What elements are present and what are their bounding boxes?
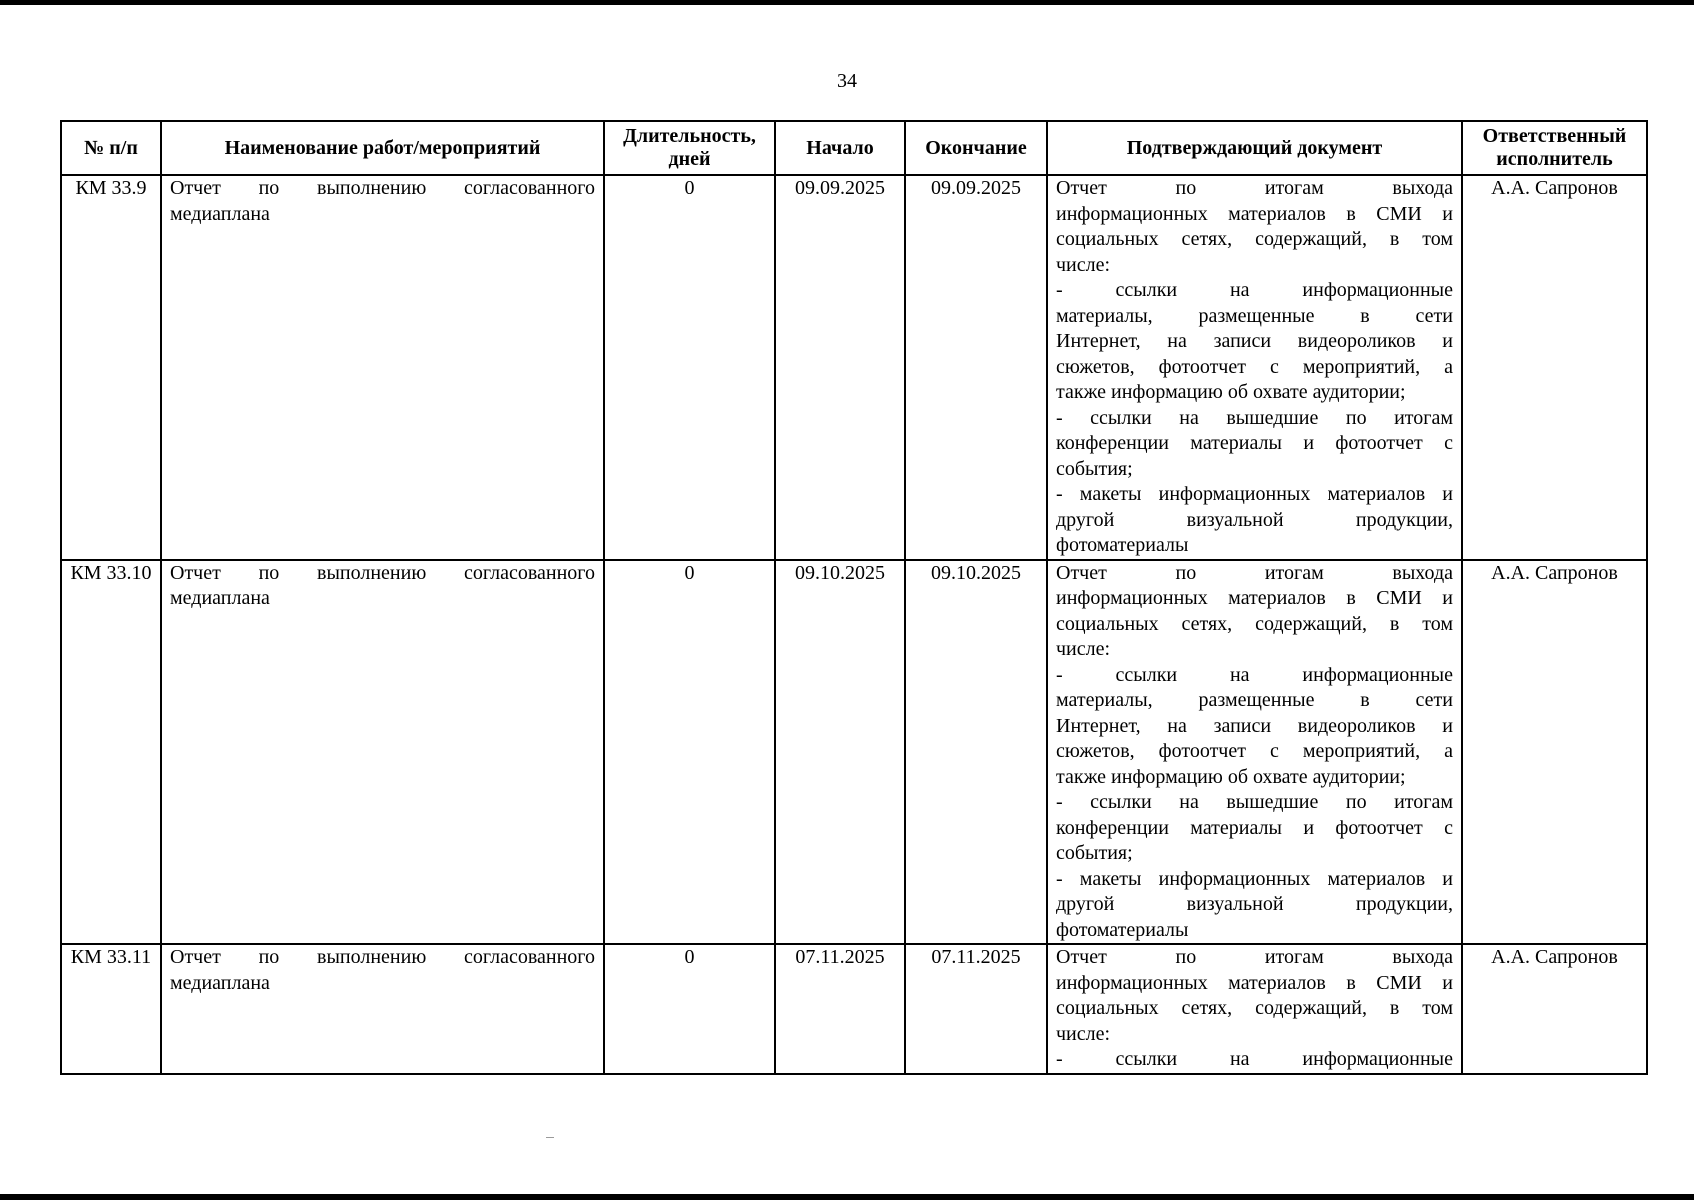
table-row xyxy=(61,944,1647,1074)
document-line: Интернет, на записи видеороликов и xyxy=(1056,330,1453,352)
document-line: конференции материалы и фотоотчет с xyxy=(1056,816,1453,839)
row-work-name: Отчет по выполнению согласованного медиаплана xyxy=(161,944,604,1074)
row-duration: 0 xyxy=(604,944,775,1074)
row-document xyxy=(1047,175,1462,560)
table-row xyxy=(61,175,1647,560)
document-line: информационных материалов в СМИ и xyxy=(1056,202,1453,225)
row-responsible: А.А. Сапронов xyxy=(1462,560,1647,945)
row-number: КМ 33.9 xyxy=(61,175,161,560)
row-responsible: А.А. Сапронов xyxy=(1462,175,1647,560)
document-line: фотоматериалы xyxy=(1056,918,1189,941)
page-number: 34 xyxy=(837,70,857,92)
header-num: № п/п xyxy=(61,121,161,175)
document-line: сюжетов, фотоотчет с мероприятий, а xyxy=(1056,355,1453,378)
row-work-name: Отчет по выполнению согласованного медиаплана xyxy=(161,560,604,945)
document-line: другой визуальной продукции, xyxy=(1056,508,1453,531)
row-number: КМ 33.11 xyxy=(61,944,161,1074)
document-line: конференции материалы и фотоотчет с xyxy=(1056,432,1453,454)
document-line: фотоматериалы xyxy=(1056,534,1189,556)
row-document xyxy=(1047,944,1462,1074)
document-line: социальных сетях, содержащий, в том xyxy=(1056,228,1453,250)
document-line: информационных материалов в СМИ и xyxy=(1056,971,1453,994)
document-line: - макеты информационных материалов и xyxy=(1056,483,1453,505)
document-line: - макеты информационных материалов и xyxy=(1056,867,1453,890)
document-line: другой визуальной продукции, xyxy=(1056,893,1453,915)
row-start-date: 09.09.2025 xyxy=(775,175,905,560)
document-line: Интернет, на записи видеороликов и xyxy=(1056,714,1453,737)
document-line: - ссылки на вышедшие по итогам xyxy=(1056,406,1453,429)
table-header-row xyxy=(61,121,1647,175)
header-responsible: Ответственный исполнитель xyxy=(1462,121,1647,175)
document-line: события; xyxy=(1056,842,1133,864)
document-line: сюжетов, фотоотчет с мероприятий, а xyxy=(1056,740,1453,762)
scan-border-bottom xyxy=(0,1194,1694,1200)
document-line: Отчет по итогам выхода xyxy=(1056,946,1453,968)
header-end: Окончание xyxy=(905,121,1047,175)
document-line: события; xyxy=(1056,457,1133,480)
document-line: - ссылки на информационные xyxy=(1056,1048,1453,1070)
document-line: - ссылки на вышедшие по итогам xyxy=(1056,791,1453,813)
document-line: материалы, размещенные в сети xyxy=(1056,304,1453,327)
document-line: социальных сетях, содержащий, в том xyxy=(1056,612,1453,635)
schedule-table xyxy=(60,120,1648,1075)
row-start-date: 07.11.2025 xyxy=(775,944,905,1074)
header-document: Подтверждающий документ xyxy=(1047,121,1462,175)
header-start: Начало xyxy=(775,121,905,175)
document-line: числе: xyxy=(1056,638,1111,660)
document-line: числе: xyxy=(1056,1022,1111,1045)
document-line: - ссылки на информационные xyxy=(1056,663,1453,686)
row-duration: 0 xyxy=(604,175,775,560)
scan-mark xyxy=(546,1137,554,1138)
row-start-date: 09.10.2025 xyxy=(775,560,905,945)
document-line: информационных материалов в СМИ и xyxy=(1056,587,1453,609)
document-line: числе: xyxy=(1056,253,1111,276)
row-responsible: А.А. Сапронов xyxy=(1462,944,1647,1074)
document-line: Отчет по итогам выхода xyxy=(1056,561,1453,584)
scan-border-top xyxy=(0,0,1694,5)
document-line: Отчет по итогам выхода xyxy=(1056,177,1453,199)
row-number: КМ 33.10 xyxy=(61,560,161,945)
document-line: также информацию об охвате аудитории; xyxy=(1056,381,1406,403)
document-line: также информацию об охвате аудитории; xyxy=(1056,765,1406,788)
document-line: социальных сетях, содержащий, в том xyxy=(1056,997,1453,1019)
document-line: - ссылки на информационные xyxy=(1056,279,1453,301)
row-end-date: 09.10.2025 xyxy=(905,560,1047,945)
header-name: Наименование работ/мероприятий xyxy=(161,121,604,175)
document-line: материалы, размещенные в сети xyxy=(1056,689,1453,711)
row-end-date: 09.09.2025 xyxy=(905,175,1047,560)
row-work-name: Отчет по выполнению согласованного медиаплана xyxy=(161,175,604,560)
header-duration: Длительность, дней xyxy=(604,121,775,175)
row-end-date: 07.11.2025 xyxy=(905,944,1047,1074)
row-document xyxy=(1047,560,1462,945)
table-row xyxy=(61,560,1647,945)
row-duration: 0 xyxy=(604,560,775,945)
